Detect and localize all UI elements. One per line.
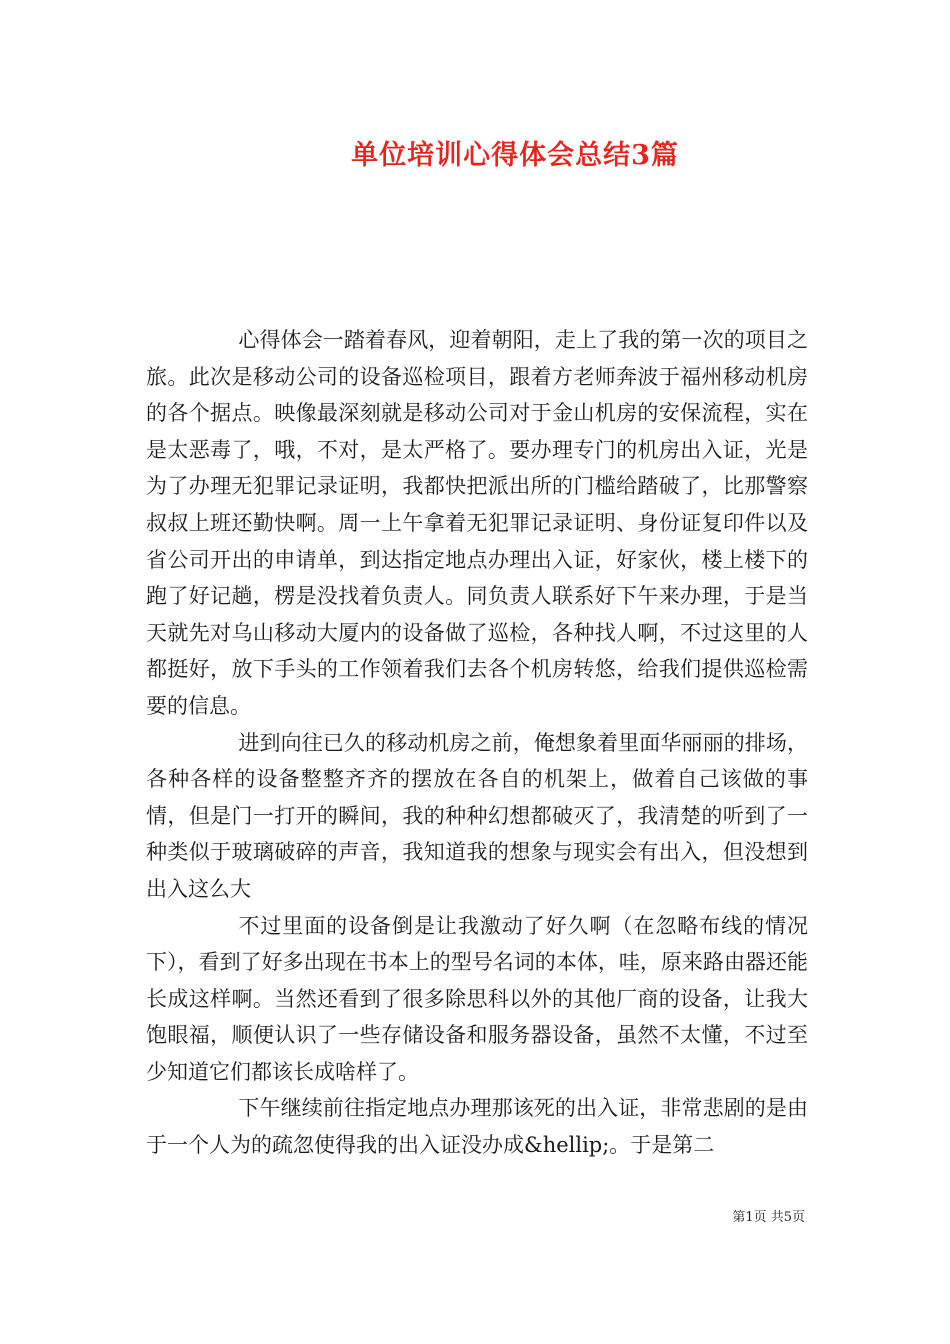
paragraph-3: 不过里面的设备倒是让我激动了好久啊（在忽略布线的情况下），看到了好多出现在书本上的型号名词的本体，哇，原来路由器还能长成这样啊。当然还看到了很多除思科以外的其他厂商的设备，让我大饱眼福，顺便认识了一些存储设备和服务器设备，虽然不太懂，不过至少知道它们都该长成啥样了。 — [146, 913, 808, 1084]
paragraph-4: 下午继续前往指定地点办理那该死的出入证，非常悲剧的是由于一个人为的疏忽使得我的出入证没办成&hellip;。于是第二 — [146, 1096, 808, 1158]
document-body — [146, 322, 808, 1164]
page-number: 第1页 共5页 — [732, 1210, 805, 1225]
paragraph-1: 心得体会一踏着春风，迎着朝阳，走上了我的第一次的项目之旅。此次是移动公司的设备巡检项目，跟着方老师奔波于福州移动机房的各个据点。映像最深刻就是移动公司对于金山机房的安保流程，实在是太恶毒了，哦，不对，是太严格了。要办理专门的机房出入证，光是为了办理无犯罪记录证明，我都快把派出所的门槛给踏破了，比那警察叔叔上班还勤快啊。周一上午拿着无犯罪记录证明、身份证复印件以及省公司开出的申请单，到达指定地点办理出入证，好家伙，楼上楼下的跑了好记趟，楞是没找着负责人。同负责人联系好下午来办理，于是当天就先对乌山移动大厦内的设备做了巡检，各种找人啊，不过这里的人都挺好，放下手头的工作领着我们去各个机房转悠，给我们提供巡检需要的信息。 — [146, 328, 808, 718]
paragraph-2: 进到向往已久的移动机房之前，俺想象着里面华丽丽的排场，各种各样的设备整整齐齐的摆放在各自的机架上，做着自己该做的事情，但是门一打开的瞬间，我的种种幻想都破灭了，我清楚的听到了一种类似于玻璃破碎的声音，我知道我的想象与现实会有出入，但没想到出入这么大 — [146, 730, 808, 901]
document-title: 单位培训心得体会总结3篇 — [351, 140, 679, 171]
